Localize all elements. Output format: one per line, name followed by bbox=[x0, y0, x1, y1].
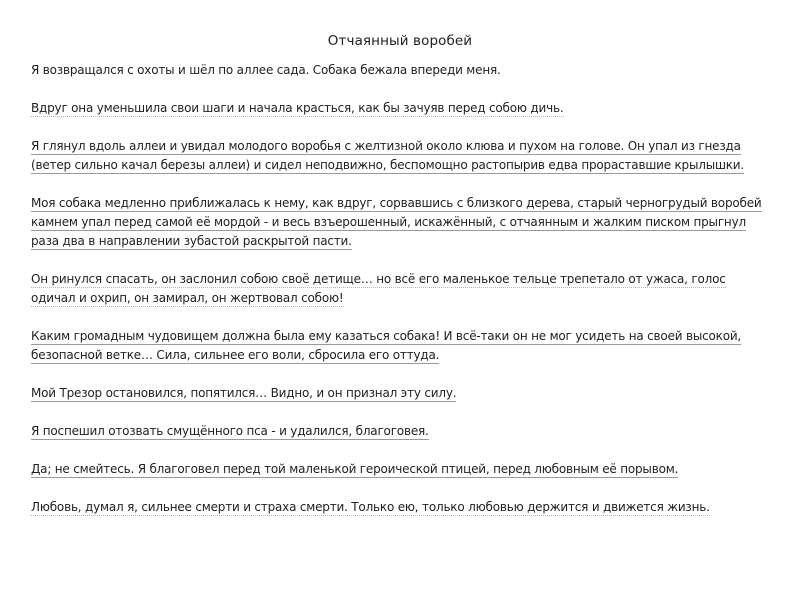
paragraph-1 bbox=[31, 61, 771, 80]
paragraph-text: Мой Трезор остановился, попятился… Видно, и он признал эту силу. bbox=[31, 386, 457, 400]
paragraph-3 bbox=[31, 137, 771, 175]
paragraph-text: Любовь, думал я, сильнее смерти и страха смерти. Только ею, только любовью держится и движется жизнь. bbox=[31, 500, 710, 514]
paragraph-9 bbox=[31, 460, 771, 479]
paragraph-text: Да; не смейтесь. Я благоговел перед той маленькой героической птицей, перед любовным её порывом. bbox=[31, 462, 679, 476]
paragraph-text: Я поспешил отозвать смущённого пса - и удалился, благоговея. bbox=[31, 424, 429, 438]
paragraph-8 bbox=[31, 422, 771, 441]
paragraph-5 bbox=[31, 270, 771, 308]
paragraph-4 bbox=[31, 194, 771, 251]
paragraph-7 bbox=[31, 384, 771, 403]
paragraph-text: Каким громадным чудовищем должна была ему казаться собака! И всё-таки он не мог усидеть на своей высокой, безопасной ветке… Сила, сильнее его воли, сбросила его оттуда. bbox=[31, 329, 742, 362]
paragraph-text: Моя собака медленно приближалась к нему, как вдруг, сорвавшись с близкого дерева, старый черногрудый воробей камнем упал перед самой её мордой - и весь взъерошенный, искажённый, с отчаянным и жалким писком прыгнул раза два в направлении зубастой раскрытой пасти. bbox=[31, 196, 762, 248]
document-body bbox=[31, 61, 771, 536]
paragraph-6 bbox=[31, 327, 771, 365]
paragraph-text: Он ринулся спасать, он заслонил собою своё детище… но всё его маленькое тельце трепетало от ужаса, голос одичал и охрип, он замирал, он жертвовал собою! bbox=[31, 272, 726, 305]
paragraph-text: Я возвращался с охоты и шёл по аллее сада. Собака бежала впереди меня. bbox=[31, 63, 501, 77]
paragraph-text: Я глянул вдоль аллеи и увидал молодого воробья с желтизной около клюва и пухом на голове. Он упал из гнезда (ветер сильно качал березы аллеи) и сидел неподвижно, беспомощно растопырив едва прораставшие крылышки. bbox=[31, 139, 745, 172]
paragraph-text: Вдруг она уменьшила свои шаги и начала красться, как бы зачуяв перед собою дичь. bbox=[31, 101, 564, 115]
document-title: Отчаянный воробей bbox=[327, 33, 473, 49]
paragraph-10 bbox=[31, 498, 771, 517]
paragraph-2 bbox=[31, 99, 771, 118]
